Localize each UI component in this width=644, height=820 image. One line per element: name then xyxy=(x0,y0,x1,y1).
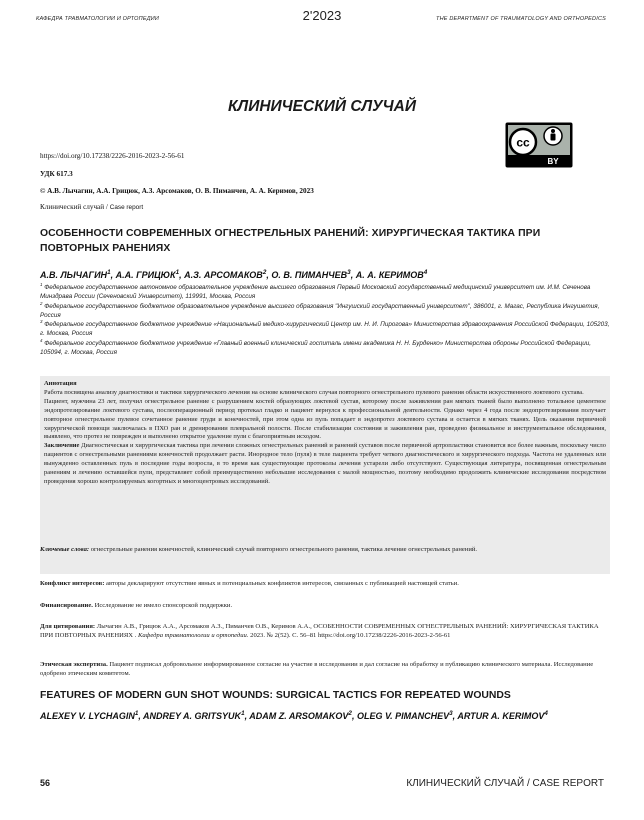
affiliation: $^1$ Федеральное государственное автономное образовательное учреждение высшего образования Первый Московский государственный медицинский университет им. И.М. Сеченова Минздрава России (Сеченовский Университет), 119991, Москва, Россия xyxy=(40,281,591,301)
author: ARTUR A. KERIMOV$^4$ xyxy=(457,710,548,721)
affiliation: $^2$ Федеральное государственное бюджетное образовательное учреждение высшего образования "Ингушский государственный университет", 386001, г. Магас, Республика Ингушетия, Россия xyxy=(40,300,600,319)
page-number: 56 xyxy=(40,778,51,788)
article-type xyxy=(40,203,143,211)
cc-label: cc xyxy=(516,135,530,150)
affiliation: $^4$ Федеральное государственное бюджетное учреждение «Главный военный клинический госпиталь имени академика Н. Н. Бурденко» Министерства обороны Российской Федерации, 105094, г. Москва, Россия xyxy=(40,337,591,357)
ethics-statement: Этическая экспертиза. Пациент подписал добровольное информированное согласие на участие в исследовании и дал согласие на обработку и публикацию клинического материала. Исследование одобрено этическим комитетом. xyxy=(40,661,594,677)
affiliation: $^3$ Федеральное государственное бюджетное учреждение «Национальный медико-хирургический Центр им. Н. И. Пирогова» Министерства здравоохранения Российской Федерации, 105203, г. Москва, Россия xyxy=(40,319,610,338)
journal-header-right: THE DEPARTMENT OF TRAUMATOLOGY AND ORTHOPEDICS xyxy=(436,16,606,22)
abstract-paragraph: Работа посвящена анализу диагностики и тактики хирургического лечения на основе клинического случая повторного огнестрельного пулевого ранения области искусственного локтевого сустава. xyxy=(44,388,584,396)
copyright-line: © А.В. Лычагин, А.А. Грицюк, А.З. Арсомаков, О. В. Пиманчев, А. А. Керимов, 2023 xyxy=(40,187,314,195)
author: ANDREY A. GRITSYUK$^1$, xyxy=(143,710,250,721)
author: А.А. ГРИЦЮК$^1$, xyxy=(115,269,185,280)
author: О. В. ПИМАНЧЕВ$^3$, xyxy=(271,269,356,280)
funding: Финансирование. Исследование не имело спонсорской поддержки. xyxy=(40,602,233,609)
cc-by-license-badge[interactable] xyxy=(505,122,573,168)
conflict-of-interest: Конфликт интересов: авторы декларируют отсутствие явных и потенциальных конфликтов интересов, связанных с публикацией настоящей статьи. xyxy=(40,580,459,587)
affiliations xyxy=(40,283,610,357)
author: OLEG V. PIMANCHEV$^3$, xyxy=(356,710,458,721)
abstract-conclusion: Заключение Диагностическая и хирургическая тактика при лечении сложных огнестрельных ранений и ранений суставов после первичной артропластики становится все более важным, поскольку число пациентов с огнестрельными ранениями конечностей продолжает расти. Инородное тело (пуля) в теле пациента требует четкого диагностического и хирургического подхода. Частота не удаленных или вынужденно оставленных пуль в последние годы возросла, в то время как существующие протоколы лечения устарели либо отсутствуют. Существующая литература, посвященная огнестрельным ранениям и лечению оставшейся пули, представляет собой преимущественно небольшие исследования с малой мощностью, поэтому необходимо продолжить клинические исследования посредством проведения хорошо контролируемых когортных и многоцентровых исследований. xyxy=(44,442,606,485)
authors-en xyxy=(40,710,610,723)
article-type-en: Case report xyxy=(109,204,144,211)
doi-link[interactable]: https://doi.org/10.17238/2226-2016-2023-2-56-61 xyxy=(40,152,185,160)
keywords: Ключевые слова: огнестрельные ранения конечностей, клинический случай повторного огнестрельного ранения, тактика лечение огнестрельных ранений. xyxy=(40,546,478,553)
author: А. А. КЕРИМОВ$^4$ xyxy=(355,269,428,280)
abstract-heading: Аннотация xyxy=(44,380,77,387)
udk-code: УДК 617.3 xyxy=(40,170,73,178)
cc-by-icon xyxy=(505,122,573,168)
author: А.З. АРСОМАКОВ$^2$, xyxy=(184,269,272,280)
footer-section-label: КЛИНИЧЕСКИЙ СЛУЧАЙ / CASE REPORT xyxy=(406,778,604,789)
citation: Для цитирования: Лычагин А.В., Грицюк А.А., Арсомаков А.З., Пиманчев О.В., Керимов А.А., ОСОБЕННОСТИ СОВРЕМЕННЫХ ОГНЕСТРЕЛЬНЫХ РАНЕНИЙ: ХИРУРГИЧЕСКАЯ ТАКТИКА ПРИ ПОВТОРНЫХ РАНЕНИЯХ . Кафедра травматологии и ортопедии. 2023. № 2(52). С. 56–81 https://doi.org/10.17238/2226-2016-2023-2-56-61 xyxy=(40,623,599,639)
author: ALEXEY V. LYCHAGIN$^1$, xyxy=(40,710,144,721)
article-type-ru: Клинический случай / xyxy=(40,203,110,211)
by-label: BY xyxy=(547,157,559,166)
article-title-ru: ОСОБЕННОСТИ СОВРЕМЕННЫХ ОГНЕСТРЕЛЬНЫХ РАНЕНИЙ: ХИРУРГИЧЕСКАЯ ТАКТИКА ПРИ ПОВТОРНЫХ РАНЕНИЯХ xyxy=(40,228,541,254)
author: ADAM Z. ARSOMAKOV$^2$, xyxy=(249,710,357,721)
issue-number: 2'2023 xyxy=(302,8,342,23)
journal-header-left: КАФЕДРА ТРАВМАТОЛОГИИ И ОРТОПЕДИИ xyxy=(36,16,160,22)
section-title: КЛИНИЧЕСКИЙ СЛУЧАЙ xyxy=(228,98,416,115)
abstract-paragraph: Пациент, мужчина 23 лет, получил огнестрельное ранение с разрушением костей образующих локтевой сустав, которому после заживления ран мягких тканей было выполнено тотальное цементное эндопротезирование локтевого сустава, послеоперационный период протекал гладко и пациент вернулся к профессиональной деятельности. Однако через 4 года после эндопротезирования получает повторное огнестрельное пулевое сочетанное ранение груди и конечностей, при этом одна из пуль попадает в эндопротез локтевого сустава и остается в мягких тканях. Цель оказания первичной хирургической помощи заключалась в ПХО ран и дренировании плевральной полости. После стабилизации состояния и заживления ран, проведено физикальное и инструментальное обследования, выявлено, что протез не поврежден и выполнено открытое удаление пули с благоприятным исходом. xyxy=(44,397,606,441)
author: А.В. ЛЫЧАГИН$^1$, xyxy=(40,269,116,280)
article-title-en: FEATURES OF MODERN GUN SHOT WOUNDS: SURGICAL TACTICS FOR REPEATED WOUNDS xyxy=(40,690,511,701)
abstract xyxy=(44,380,606,487)
authors-ru xyxy=(40,270,610,280)
